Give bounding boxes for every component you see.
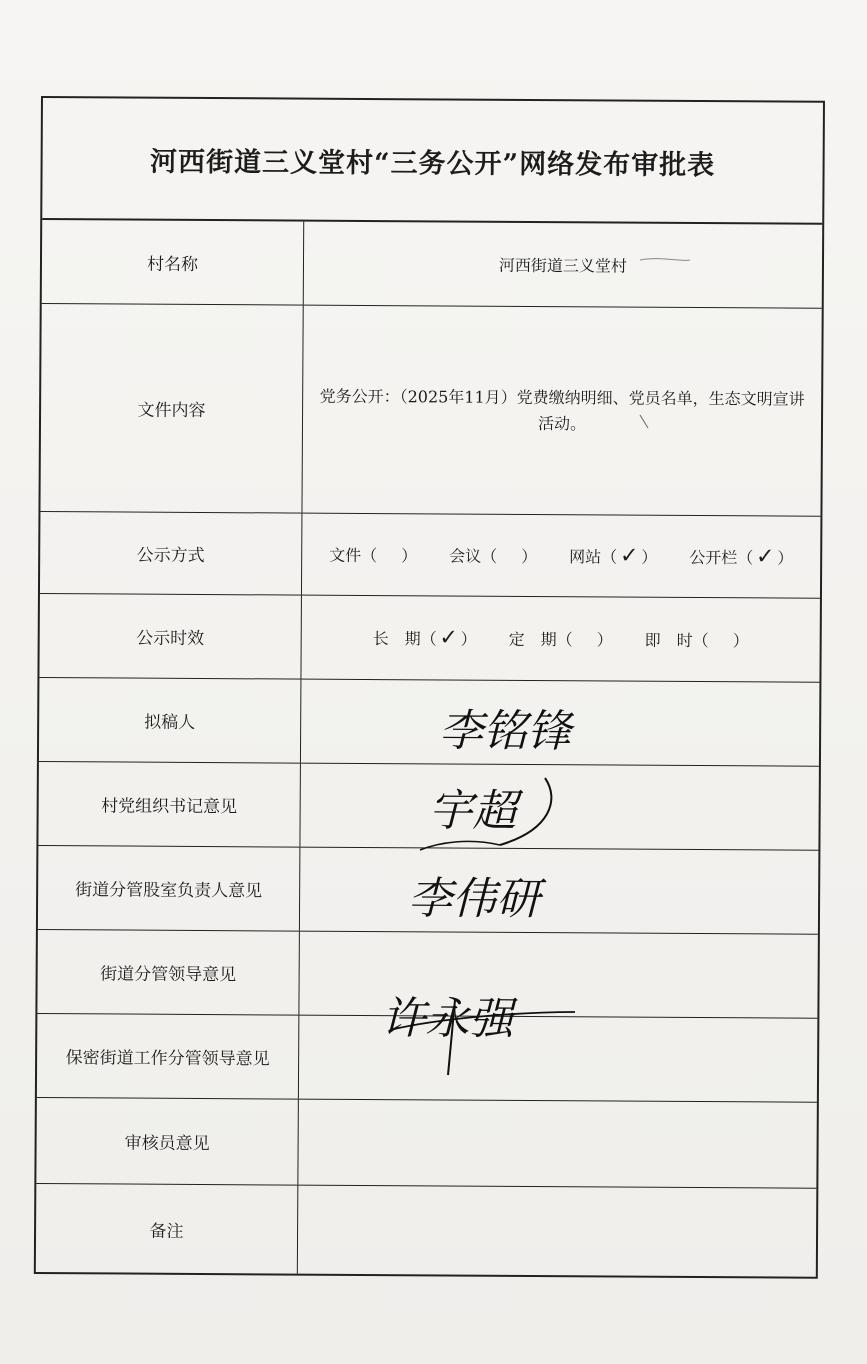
leader-signature: 许永强 xyxy=(381,993,514,1045)
method-option-file: 文件（ ） xyxy=(329,545,418,566)
label-security-leader: 保密街道工作分管领导意见 xyxy=(37,1014,300,1099)
label-leader: 街道分管领导意见 xyxy=(37,930,300,1015)
check-icon: ✓ xyxy=(439,625,458,651)
method-option-website: 网站（ ✓ ） xyxy=(569,543,658,569)
office-head-signature: 李伟研 xyxy=(407,873,541,926)
form-title: 河西街道三义堂村“三务公开”网络发布审批表 xyxy=(42,98,823,225)
label-drafter: 拟稿人 xyxy=(39,678,302,763)
method-option-meeting: 会议（ ） xyxy=(449,546,538,567)
row-publish-duration xyxy=(39,594,819,683)
value-remarks xyxy=(298,1186,817,1277)
label-publish-duration: 公示时效 xyxy=(39,594,302,679)
row-village-name xyxy=(42,220,822,309)
label-village-name: 村名称 xyxy=(42,220,305,305)
value-office-head xyxy=(300,848,818,934)
value-publish-method xyxy=(302,514,820,598)
label-remarks: 备注 xyxy=(36,1184,299,1274)
row-publish-method xyxy=(40,512,820,599)
value-village-name: 河西街道三义堂村 xyxy=(498,255,628,276)
value-security-leader xyxy=(299,1016,817,1102)
duration-option-regular: 定 期（ ） xyxy=(508,629,613,650)
value-reviewer xyxy=(298,1100,817,1188)
row-office-head xyxy=(38,846,818,935)
row-remarks xyxy=(36,1184,817,1277)
label-office-head: 街道分管股室负责人意见 xyxy=(38,846,301,931)
row-reviewer xyxy=(36,1098,817,1189)
row-file-content xyxy=(40,304,821,517)
value-publish-duration xyxy=(301,596,819,682)
label-party-secretary: 村党组织书记意见 xyxy=(38,762,301,847)
check-icon: ✓ xyxy=(619,543,639,569)
value-party-secretary xyxy=(300,764,818,850)
label-file-content: 文件内容 xyxy=(40,304,303,513)
value-file-content: 党务公开：（2025年11月）党费缴纳明细、党员名单，生态文明宣讲活动。 xyxy=(319,386,805,433)
row-security-leader xyxy=(37,1014,817,1103)
label-reviewer: 审核员意见 xyxy=(36,1098,299,1185)
row-leader xyxy=(37,930,817,1045)
value-leader xyxy=(299,932,817,1045)
duration-option-immediate: 即 时（ ） xyxy=(644,630,749,651)
label-publish-method: 公示方式 xyxy=(40,512,302,595)
value-drafter xyxy=(301,680,819,766)
method-option-board: 公开栏（ ✓ ） xyxy=(689,544,794,570)
row-drafter xyxy=(39,678,819,767)
approval-form xyxy=(34,96,825,1279)
duration-option-long: 长 期（ ✓ ） xyxy=(372,625,477,651)
check-icon: ✓ xyxy=(755,544,775,570)
row-party-secretary xyxy=(38,762,818,851)
secretary-signature: 宇超 xyxy=(428,785,517,837)
drafter-signature: 李铭锋 xyxy=(438,705,572,758)
